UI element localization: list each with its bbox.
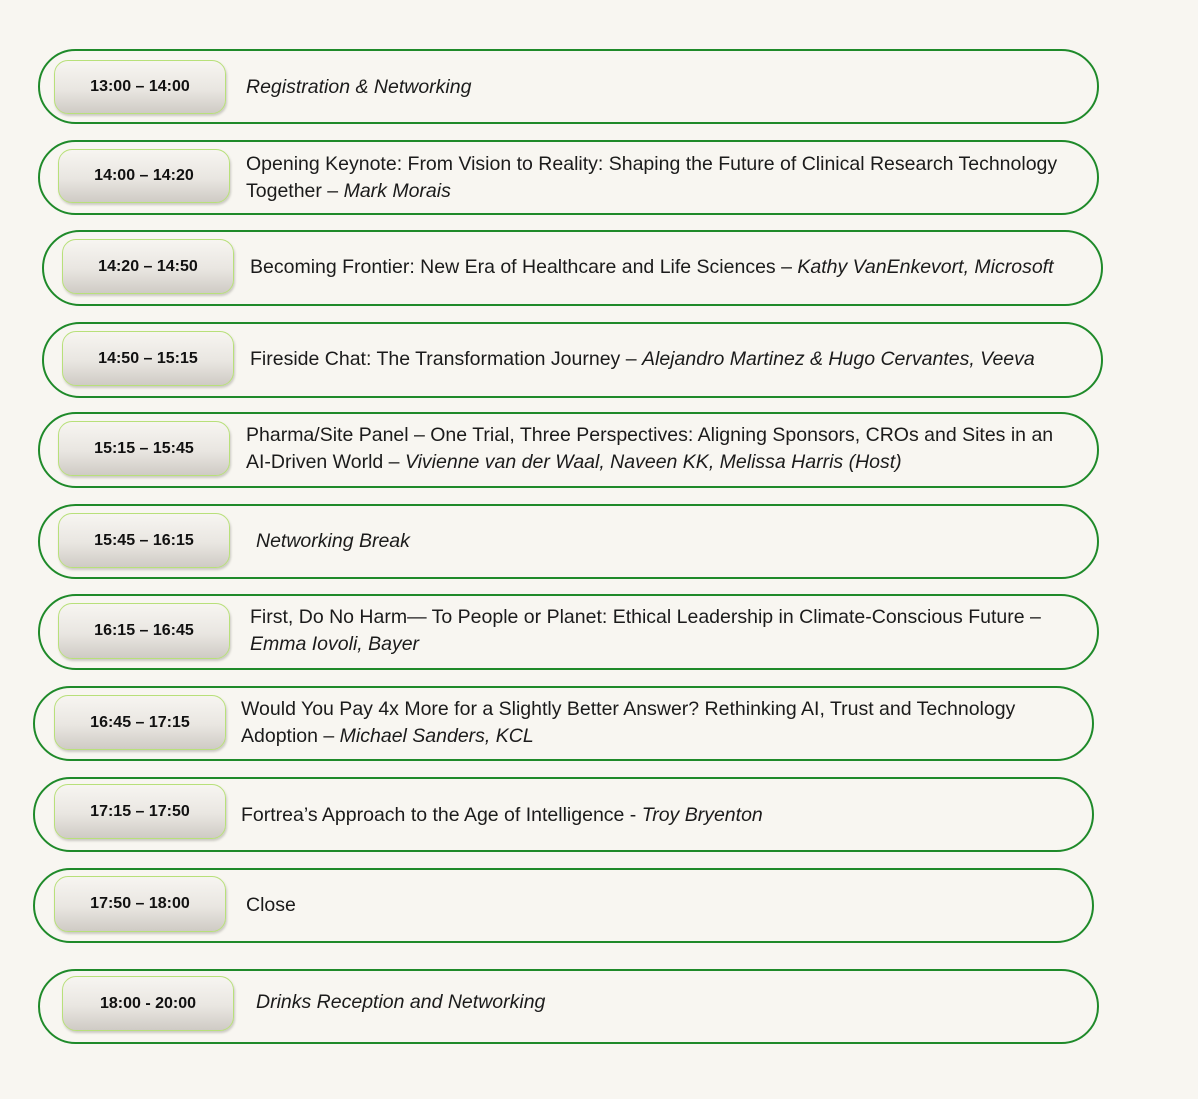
session-title: Would You Pay 4x More for a Slightly Better Answer? Rethinking AI, Trust and Technology Adoption – — [241, 698, 1016, 747]
session-speaker: Networking Break — [256, 530, 410, 552]
session-title: Fortrea’s Approach to the Age of Intelligence - — [241, 803, 642, 826]
time-badge: 17:50 – 18:00 — [54, 876, 226, 932]
time-badge: 14:00 – 14:20 — [58, 149, 230, 203]
session-speaker: Vivienne van der Waal, Naveen KK, Melissa Harris (Host) — [404, 451, 902, 473]
time-badge: 16:45 – 17:15 — [54, 695, 226, 750]
session-description — [250, 239, 1080, 295]
session-title: Close — [246, 893, 296, 916]
time-badge: 17:15 – 17:50 — [54, 784, 226, 839]
session-description — [241, 787, 1081, 843]
session-title: Pharma/Site Panel – One Trial, Three Perspectives: Aligning Sponsors, CROs and Sites in an AI-Driven World – — [246, 424, 1054, 473]
session-description — [246, 877, 1076, 933]
session-speaker: Troy Bryenton — [641, 803, 763, 826]
session-speaker: Alejandro Martinez & Hugo Cervantes, Veeva — [642, 347, 1035, 370]
session-title: Fireside Chat: The Transformation Journey – — [250, 347, 642, 370]
time-badge: 16:15 – 16:45 — [58, 603, 230, 659]
session-description — [250, 331, 1080, 387]
time-badge: 14:20 – 14:50 — [62, 239, 234, 294]
time-badge: 13:00 – 14:00 — [54, 60, 226, 114]
session-speaker: Mark Morais — [343, 180, 451, 202]
time-badge: 14:50 – 15:15 — [62, 331, 234, 386]
session-speaker: Registration & Networking — [246, 75, 472, 98]
session-description — [256, 975, 1076, 1030]
session-description — [246, 421, 1076, 477]
session-description — [246, 150, 1076, 206]
time-badge: 15:45 – 16:15 — [58, 513, 230, 568]
session-speaker: Emma Iovoli, Bayer — [250, 633, 420, 655]
session-description — [256, 514, 1076, 569]
time-badge: 15:15 – 15:45 — [58, 421, 230, 476]
session-description — [241, 695, 1081, 751]
session-title: First, Do No Harm— To People or Planet: Ethical Leadership in Climate-Conscious Future – — [250, 606, 1041, 628]
session-speaker: Kathy VanEnkevort, Microsoft — [797, 255, 1054, 278]
session-title: Opening Keynote: From Vision to Reality: Shaping the Future of Clinical Research Technology Together – — [246, 153, 1058, 202]
session-speaker: Michael Sanders, KCL — [339, 725, 534, 747]
session-description — [250, 603, 1080, 659]
session-speaker: Drinks Reception and Networking — [256, 991, 546, 1013]
session-description — [246, 60, 1076, 114]
session-title: Becoming Frontier: New Era of Healthcare and Life Sciences – — [250, 255, 798, 278]
time-badge: 18:00 - 20:00 — [62, 976, 234, 1031]
